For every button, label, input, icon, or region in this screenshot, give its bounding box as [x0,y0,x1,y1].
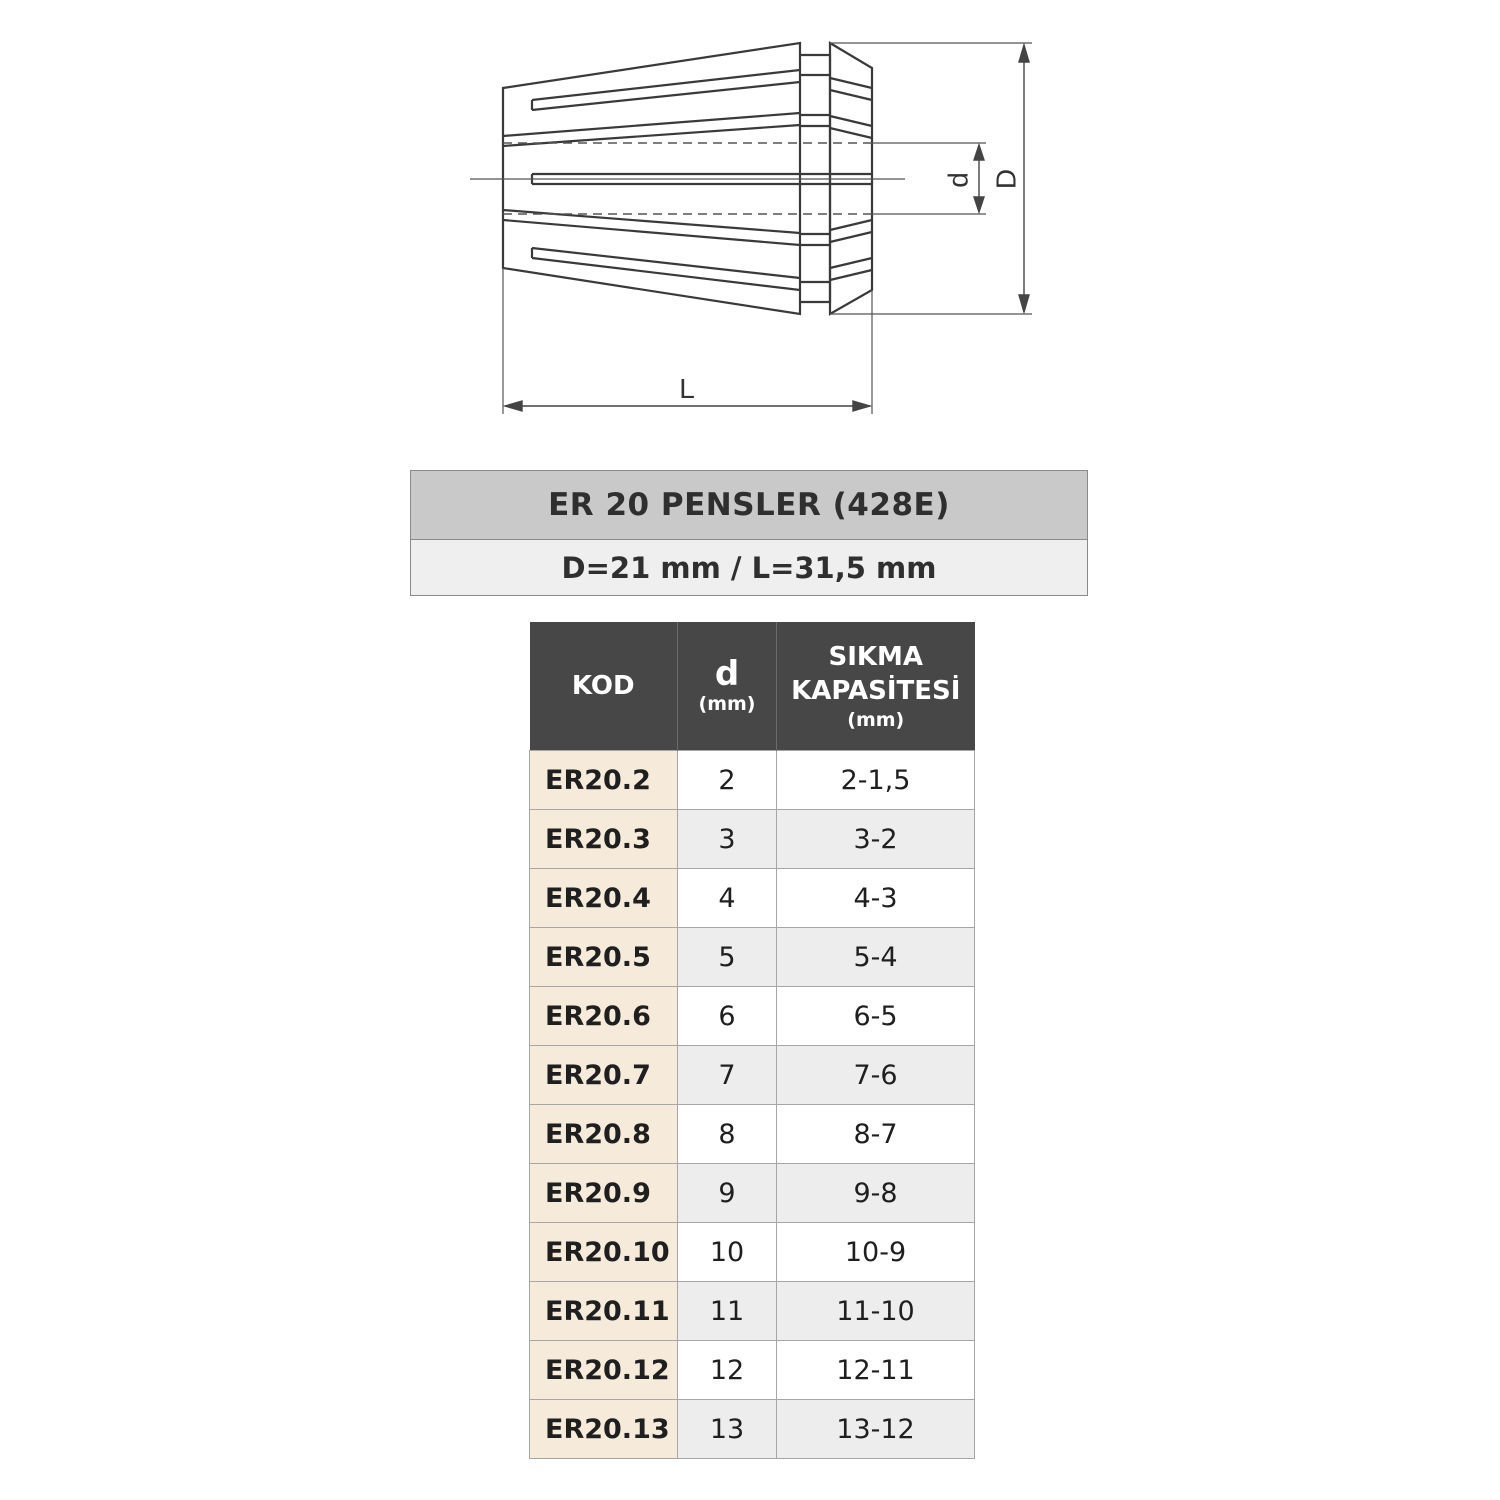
table-row [530,987,975,1046]
table-row [530,1341,975,1400]
cell-d: 6 [678,987,777,1046]
collet-spec-table [529,622,975,1459]
cell-capacity: 4-3 [777,869,975,928]
cell-d: 10 [678,1223,777,1282]
cell-capacity: 10-9 [777,1223,975,1282]
cell-kod: ER20.8 [530,1105,678,1164]
cell-kod: ER20.12 [530,1341,678,1400]
table-row [530,1223,975,1282]
cell-kod: ER20.13 [530,1400,678,1459]
dim-d-label: d [942,172,974,188]
product-dimensions: D=21 mm / L=31,5 mm [411,540,1087,595]
header-d [678,622,777,751]
header-capacity-line2: KAPASİTESİ [791,676,961,706]
product-title: ER 20 PENSLER (428E) [411,471,1087,540]
cell-d: 3 [678,810,777,869]
cell-kod: ER20.9 [530,1164,678,1223]
table-row [530,869,975,928]
dim-L-label: L [679,373,695,404]
cell-capacity: 9-8 [777,1164,975,1223]
cell-capacity: 6-5 [777,987,975,1046]
table-row [530,1282,975,1341]
header-kod-label: KOD [571,671,635,701]
collet-technical-drawing [0,0,1500,450]
cell-d: 8 [678,1105,777,1164]
table-row [530,810,975,869]
header-d-label: d [714,654,740,694]
cell-d: 11 [678,1282,777,1341]
cell-kod: ER20.6 [530,987,678,1046]
table-header-row [530,622,975,751]
cell-d: 9 [678,1164,777,1223]
cell-d: 5 [678,928,777,987]
header-capacity-line1: SIKMA [828,642,924,672]
cell-kod: ER20.11 [530,1282,678,1341]
table-row [530,751,975,810]
header-kod [530,622,678,751]
cell-kod: ER20.7 [530,1046,678,1105]
header-capacity-unit: (mm) [847,709,905,731]
cell-d: 2 [678,751,777,810]
cell-capacity: 7-6 [777,1046,975,1105]
cell-d: 12 [678,1341,777,1400]
cell-kod: ER20.2 [530,751,678,810]
cell-capacity: 8-7 [777,1105,975,1164]
cell-d: 4 [678,869,777,928]
cell-d: 7 [678,1046,777,1105]
table-row [530,1105,975,1164]
cell-capacity: 3-2 [777,810,975,869]
cell-capacity: 13-12 [777,1400,975,1459]
header-d-unit: (mm) [698,693,756,715]
cell-capacity: 11-10 [777,1282,975,1341]
cell-d: 13 [678,1400,777,1459]
table-row [530,1400,975,1459]
cell-capacity: 5-4 [777,928,975,987]
dim-D-label: D [990,168,1022,190]
table-row [530,1164,975,1223]
cell-capacity: 2-1,5 [777,751,975,810]
cell-kod: ER20.5 [530,928,678,987]
table-row [530,928,975,987]
lower-slot [532,248,800,290]
cell-kod: ER20.10 [530,1223,678,1282]
header-capacity [777,622,975,751]
table-row [530,1046,975,1105]
upper-slot [532,70,800,110]
cell-kod: ER20.3 [530,810,678,869]
title-box [410,470,1088,596]
cell-kod: ER20.4 [530,869,678,928]
cell-capacity: 12-11 [777,1341,975,1400]
